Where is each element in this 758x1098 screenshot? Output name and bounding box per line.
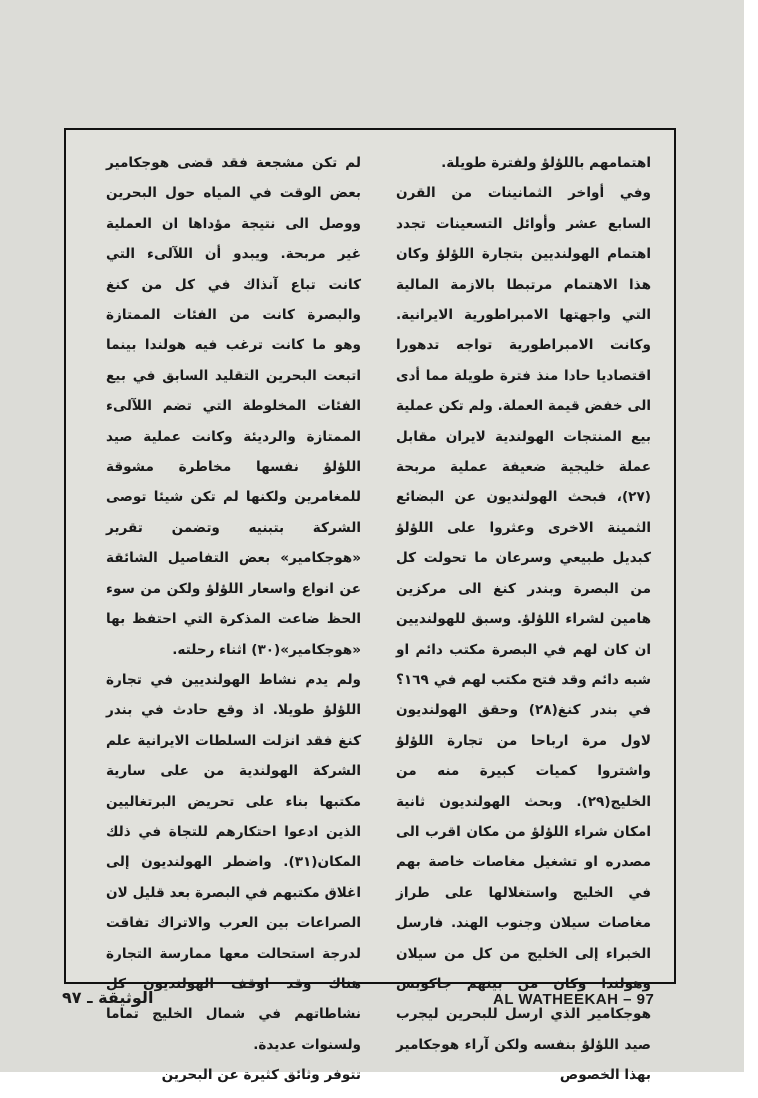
paragraph: تتوفر وثائق كثيرة عن البحرين [161, 1067, 361, 1084]
paragraph: اهتمامهم باللؤلؤ ولفترة طويلة. [441, 155, 651, 171]
footer-english-title: AL WATHEEKAH – 97 [493, 991, 655, 1008]
footer-arabic-title: الوثيقة ـ ٩٧ [62, 988, 154, 1007]
paragraph: ولم يدم نشاط الهولنديين في تجارة اللؤلؤ طويلا. اذ وقع حادث في بندر كنغ فقد انزلت السلطات الايرانية علم الشركة الهولندية من على سارية مكتبها بناء على تحريض البرتغاليين الذين ادعوا احتكارهم للتجاة في ذلك المكان(٣١). واضطر الهولنديون إلى اغلاق مكتبهم في البصرة بعد قليل لان الصراعات بين العرب والاتراك تفاقت لدرجة استحالت معها ممارسة التجارة هناك وقد اوقف الهولنديون كل نشاطاتهم في شمال الخليج تماما ولسنوات عديدة. [106, 671, 361, 1053]
paragraph: وفي أواخر الثمانينات من القرن السابع عشر وأوائل التسعينات تجدد اهتمام الهولنديين بتجارة اللؤلؤ وكان هذا الاهتمام مرتبطا بالازمة المالية التي واجهتها الامبراطورية الايرانية. وكانت الامبراطورية تواجه تدهورا اقتصاديا حادا منذ فترة طويلة مما أدى الى خفض قيمة العملة. ولم تكن عملية بيع المنتجات الهولندية لايران مقابل عملة خليجية ضعيفة عملية مربحة (٢٧)، فبحث الهولنديون عن البضائع الثمينة الاخرى وعثروا على اللؤلؤ كبديل طبيعي وسرعان ما تحولت كل من البصرة وبندر كنغ الى مركزين هامين لشراء اللؤلؤ. وسبق للهولنديين ان كان لهم في البصرة مكتب دائم او شبه دائم وقد فتح مكتب لهم في ١٦٩؟ في بندر كنغ(٢٨) وحقق الهولنديون لاول مرة ارباحا من تجارة اللؤلؤ واشتروا كميات كبيرة منه من الخليج(٢٩). وبحث الهولنديون ثانية امكان شراء اللؤلؤ من مكان اقرب الى مصدره او تشغيل مغاصات خاصة بهم في الخليج واستغلالها على طراز مغاصات سيلان وجنوب الهند. فارسل الخبراء إلى الخليج من كل من سيلان وهولندا وكان من بينهم جاكوبس هوجكامير الذي ارسل للبحرين ليجرب صيد اللؤلؤ بنفسه ولكن آراء هوجكامير بهذا الخصوص [396, 185, 651, 1084]
paragraph: لم تكن مشجعة فقد قضى هوجكامير بعض الوقت في المياه حول البحرين ووصل الى نتيجة مؤداها ان العملية غير مربحة. ويبدو أن اللآلىء التي كانت تباع آنذاك في كل من كنغ والبصرة كانت من الفئات الممتازة وهو ما كانت ترغب فيه هولندا بينما اتبعت البحرين التقليد السابق في بيع الفئات المخلوطة التي تضم اللآلىء الممتازة والرديئة وكانت عملية صيد اللؤلؤ نفسها مخاطرة مشوقة للمغامرين ولكنها لم تكن شيئا توصى الشركة بتبنيه وتضمن تقرير «هوجكامير» بعض التفاصيل الشائقة عن انواع واسعار اللؤلؤ ولكن من سوء الحظ ضاعت المذكرة التي احتفظ بها «هوجكامير»(٣٠) اثناء رحلته. [106, 155, 361, 658]
